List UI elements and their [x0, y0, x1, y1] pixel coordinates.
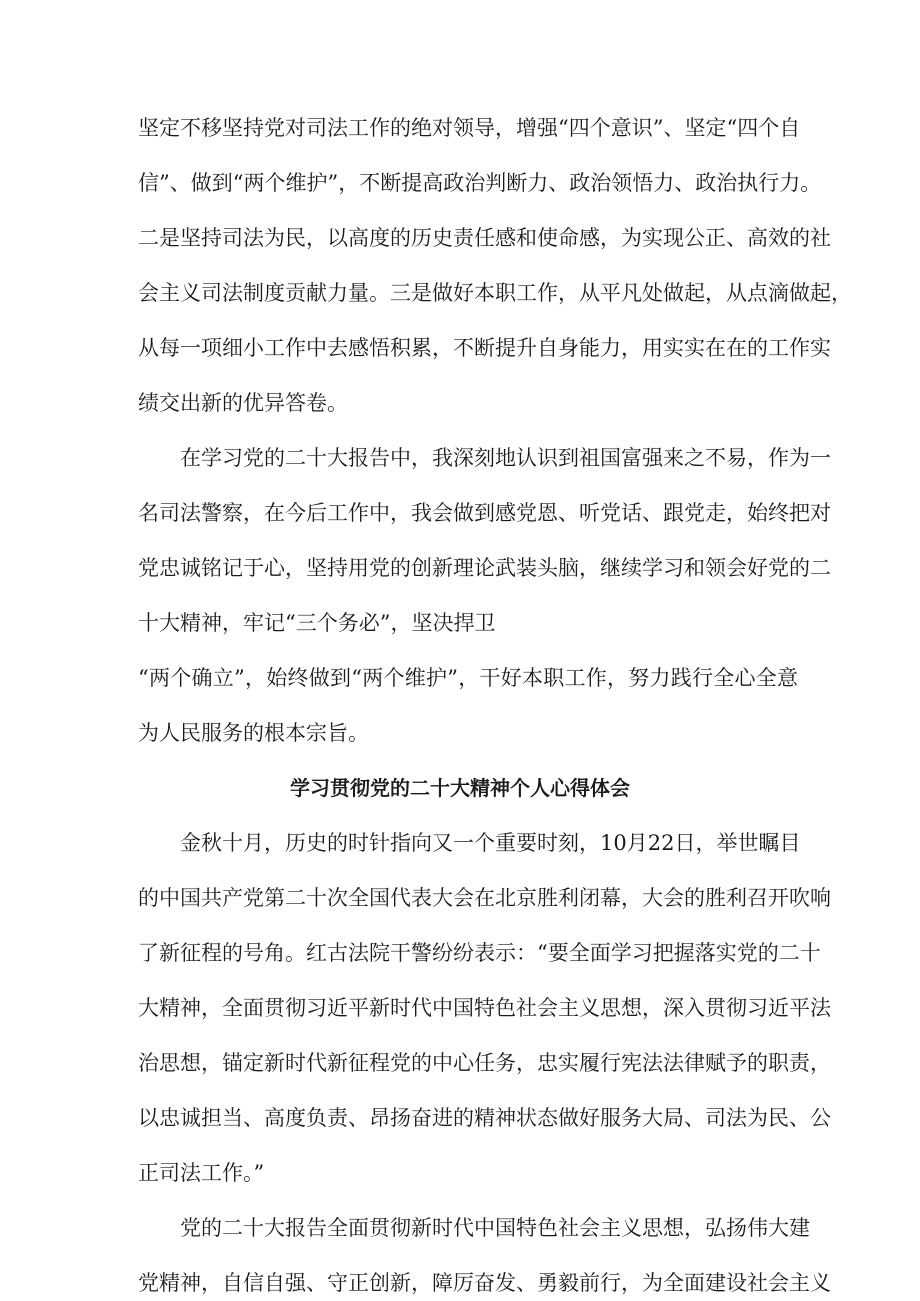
paragraph-line: 党的二十大报告全面贯彻新时代中国特色社会主义思想，弘扬伟大建 — [180, 1216, 810, 1240]
paragraph-line: 治思想，锚定新时代新征程党的中心任务，忠实履行宪法法律赋予的职责， — [138, 1051, 831, 1075]
paragraph-line: 十大精神，牢记“三个务必”，坚决捍卫 — [138, 611, 496, 635]
paragraph-line: 二是坚持司法为民，以高度的历史责任感和使命感，为实现公正、高效的社 — [138, 226, 831, 250]
paragraph-line: 金秋十月，历史的时针指向又一个重要时刻，10月22日，举世瞩目 — [180, 831, 801, 855]
paragraph-line: 为人民服务的根本宗旨。 — [138, 721, 369, 745]
paragraph-line: 大精神，全面贯彻习近平新时代中国特色社会主义思想，深入贯彻习近平法 — [138, 996, 831, 1020]
paragraph-line: 党精神，自信自强、守正创新，障厉奋发、勇毅前行，为全面建设社会主义 — [138, 1271, 831, 1295]
paragraph-line: 正司法工作。” — [138, 1161, 265, 1185]
paragraph-line: 名司法警察，在今后工作中，我会做到感党恩、听党话、跟党走，始终把对 — [138, 501, 831, 525]
paragraph-line: 从每一项细小工作中去感悟积累，不断提升自身能力，用实实在在的工作实 — [138, 336, 831, 360]
paragraph-line: 的中国共产党第二十次全国代表大会在北京胜利闭幕，大会的胜利召开吹响 — [138, 886, 831, 910]
paragraph-line: 了新征程的号角。红古法院干警纷纷表示：“要全面学习把握落实党的二十 — [138, 941, 821, 965]
paragraph-line: “两个确立”，始终做到“两个维护”，干好本职工作，努力践行全心全意 — [138, 666, 798, 690]
paragraph-line: 会主义司法制度贡献力量。三是做好本职工作，从平凡处做起，从点滴做起， — [138, 281, 852, 305]
paragraph-line: 坚定不移坚持党对司法工作的绝对领导，增强“四个意识”、坚定“四个自 — [138, 116, 801, 140]
paragraph-line: 以忠诚担当、高度负责、昂扬奋进的精神状态做好服务大局、司法为民、公 — [138, 1106, 831, 1130]
paragraph-line: 信”、做到“两个维护”，不断提高政治判断力、政治领悟力、政治执行力。 — [138, 171, 822, 195]
paragraph-line: 绩交出新的优异答卷。 — [138, 391, 348, 415]
section-heading: 学习贯彻党的二十大精神个人心得体会 — [290, 776, 630, 800]
paragraph-line: 党忠诚铭记于心，坚持用党的创新理论武装头脑，继续学习和领会好党的二 — [138, 556, 831, 580]
paragraph-line: 在学习党的二十大报告中，我深刻地认识到祖国富强来之不易，作为一 — [180, 446, 831, 470]
